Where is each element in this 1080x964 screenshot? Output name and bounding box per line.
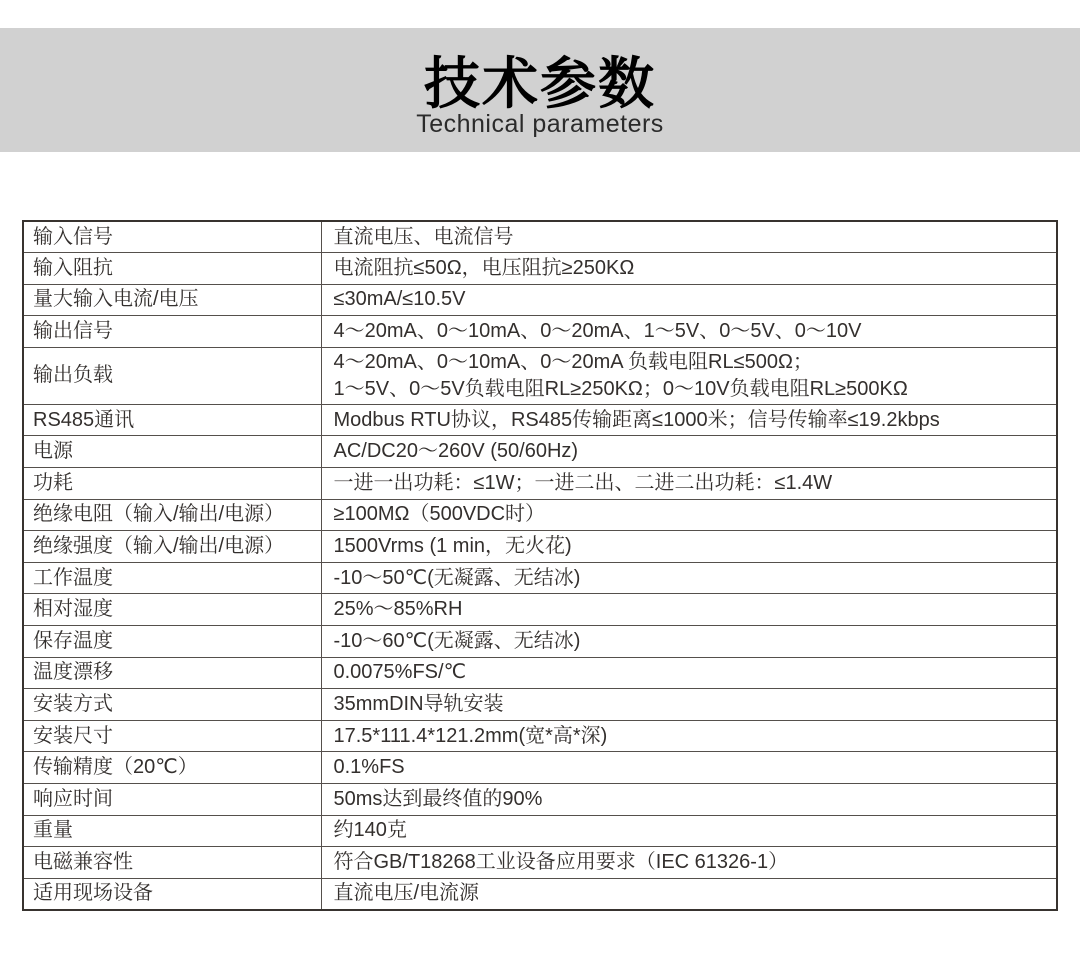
param-value-cell: 符合GB/T18268工业设备应用要求（IEC 61326-1）: [321, 847, 1057, 879]
table-row: [23, 316, 1057, 348]
table-row: [23, 594, 1057, 626]
param-name-cell: RS485通讯: [23, 404, 321, 436]
table-row: [23, 436, 1057, 468]
table-row: [23, 626, 1057, 658]
table-row: [23, 562, 1057, 594]
title-band: [0, 28, 1080, 152]
spec-table-container: [22, 220, 1058, 911]
param-value-cell: 一进一出功耗：≤1W；一进二出、二进二出功耗：≤1.4W: [321, 468, 1057, 500]
param-name-cell: 重量: [23, 815, 321, 847]
spec-table-body: [23, 221, 1057, 910]
param-value-cell: 35mmDIN导轨安装: [321, 689, 1057, 721]
page-subtitle: Technical parameters: [416, 109, 664, 138]
table-row: [23, 284, 1057, 316]
table-row: [23, 404, 1057, 436]
param-value-cell: 50ms达到最终值的90%: [321, 784, 1057, 816]
table-row: [23, 253, 1057, 285]
param-name-cell: 输出信号: [23, 316, 321, 348]
table-row: [23, 752, 1057, 784]
param-name-cell: 输出负载: [23, 347, 321, 404]
param-name-cell: 工作温度: [23, 562, 321, 594]
param-name-cell: 电磁兼容性: [23, 847, 321, 879]
param-value-cell: 4～20mA、0～10mA、0～20mA 负载电阻RL≤500Ω； 1～5V、0～5V负载电阻RL≥250KΩ；0～10V负载电阻RL≥500KΩ: [321, 347, 1057, 404]
param-value-cell: 直流电压/电流源: [321, 878, 1057, 910]
table-row: [23, 347, 1057, 404]
param-name-cell: 适用现场设备: [23, 878, 321, 910]
param-value-cell: 17.5*111.4*121.2mm(宽*高*深): [321, 720, 1057, 752]
param-value-cell: 25%～85%RH: [321, 594, 1057, 626]
param-value-cell: 电流阻抗≤50Ω，电压阻抗≥250KΩ: [321, 253, 1057, 285]
param-name-cell: 安装方式: [23, 689, 321, 721]
table-row: [23, 221, 1057, 253]
param-value-cell: 1500Vrms (1 min，无火花): [321, 531, 1057, 563]
param-value-cell: 4～20mA、0～10mA、0～20mA、1～5V、0～5V、0～10V: [321, 316, 1057, 348]
param-name-cell: 输入阻抗: [23, 253, 321, 285]
param-name-cell: 温度漂移: [23, 657, 321, 689]
param-value-cell: ≤30mA/≤10.5V: [321, 284, 1057, 316]
param-name-cell: 量大输入电流/电压: [23, 284, 321, 316]
table-row: [23, 878, 1057, 910]
param-value-cell: 直流电压、电流信号: [321, 221, 1057, 253]
param-name-cell: 绝缘电阻（输入/输出/电源）: [23, 499, 321, 531]
param-value-cell: -10～60℃(无凝露、无结冰): [321, 626, 1057, 658]
table-row: [23, 657, 1057, 689]
param-name-cell: 功耗: [23, 468, 321, 500]
param-name-cell: 安装尺寸: [23, 720, 321, 752]
table-row: [23, 847, 1057, 879]
param-value-cell: AC/DC20～260V (50/60Hz): [321, 436, 1057, 468]
param-name-cell: 绝缘强度（输入/输出/电源）: [23, 531, 321, 563]
table-row: [23, 720, 1057, 752]
param-value-cell: 约140克: [321, 815, 1057, 847]
table-row: [23, 784, 1057, 816]
table-row: [23, 815, 1057, 847]
param-value-cell: -10～50℃(无凝露、无结冰): [321, 562, 1057, 594]
param-name-cell: 传输精度（20℃）: [23, 752, 321, 784]
param-name-cell: 电源: [23, 436, 321, 468]
param-value-cell: 0.0075%FS/℃: [321, 657, 1057, 689]
page-title: 技术参数: [424, 51, 656, 115]
spec-table: [22, 220, 1058, 911]
param-value-cell: ≥100MΩ（500VDC时）: [321, 499, 1057, 531]
param-name-cell: 相对湿度: [23, 594, 321, 626]
param-value-cell: Modbus RTU协议，RS485传输距离≤1000米；信号传输率≤19.2kbps: [321, 404, 1057, 436]
table-row: [23, 499, 1057, 531]
table-row: [23, 468, 1057, 500]
table-row: [23, 531, 1057, 563]
param-value-cell: 0.1%FS: [321, 752, 1057, 784]
param-name-cell: 保存温度: [23, 626, 321, 658]
param-name-cell: 响应时间: [23, 784, 321, 816]
table-row: [23, 689, 1057, 721]
param-name-cell: 输入信号: [23, 221, 321, 253]
